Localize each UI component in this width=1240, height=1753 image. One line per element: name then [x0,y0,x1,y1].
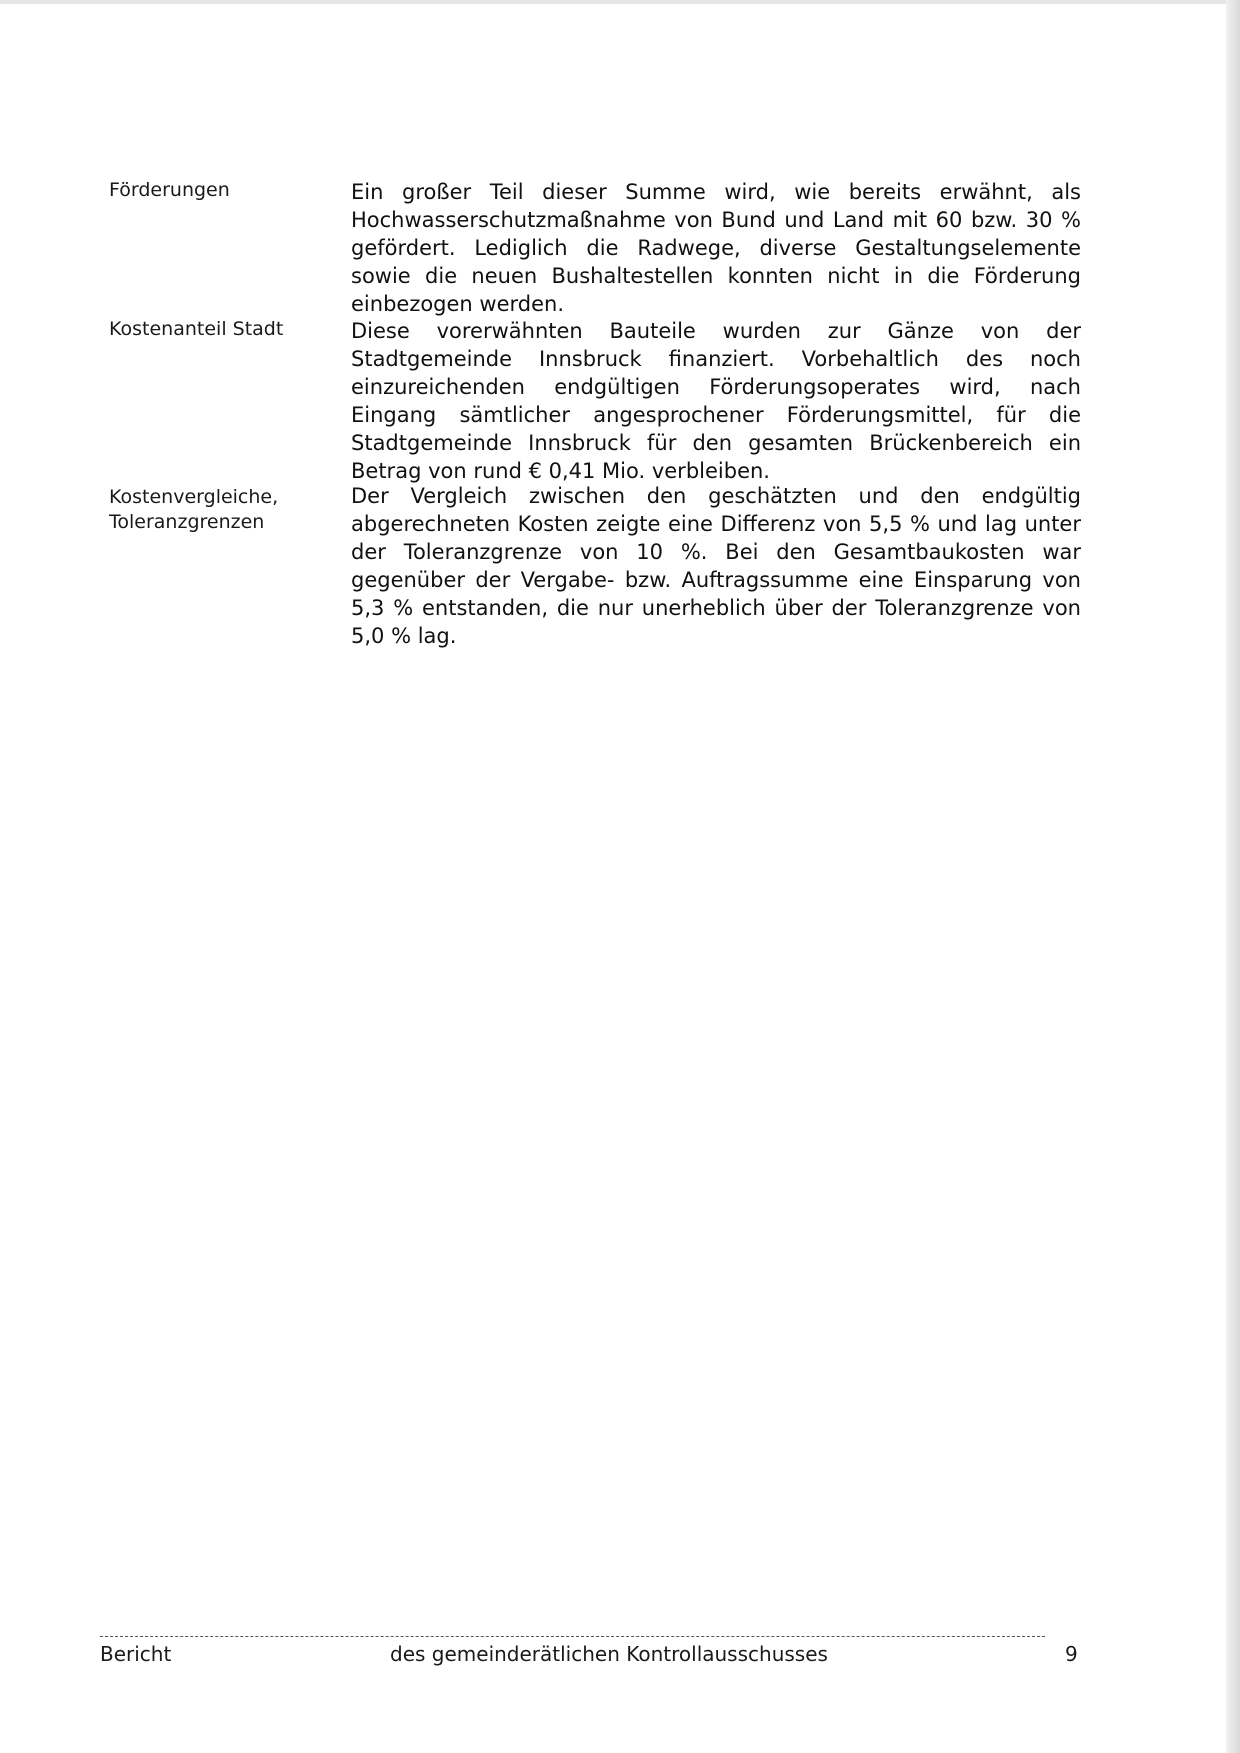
section-label [109,485,329,535]
section-paragraph: Der Vergleich zwischen den geschätzten und den endgültig abgerechneten Kosten zeigte eine Differenz von 5,5 % und lag unter der Toleranzgrenze von 10 %. Bei den Gesamtbaukosten war gegenüber der Vergabe- bzw. Auftragssumme eine Einsparung von 5,3 % entstanden, die nur unerheblich über der Toleranzgrenze von 5,0 % lag. [351,484,1081,648]
section-paragraph: Diese vorerwähnten Bauteile wurden zur Gänze von der Stadtgemeinde Innsbruck finanziert. Vorbehaltlich des noch einzureichenden endgültigen Förderungsoperates wird, nach Eingang sämtlicher angesprochener Förderungsmittel, für die Stadtgemeinde Innsbruck für den gesamten Brückenbereich ein Betrag von rund € 0,41 Mio. verbleiben. [351,319,1081,483]
section-label: Kostenanteil Stadt [109,318,284,340]
footer-report-label: Bericht [100,1642,172,1666]
scan-edge-right [1226,0,1240,1753]
section-paragraph: Ein großer Teil dieser Summe wird, wie bereits erwähnt, als Hochwasserschutzmaßnahme von Bund und Land mit 60 bzw. 30 % gefördert. Lediglich die Radwege, diverse Gestaltungselemente sowie die neuen Bushaltestellen konnten nicht in die Förderung einbezogen werden. [351,180,1081,316]
page-number: 9 [1065,1642,1078,1666]
section-label-line-2: Toleranzgrenzen [109,511,265,533]
footer-divider [100,1636,1045,1637]
section-label-line-1: Kostenvergleiche, [109,486,279,508]
page-footer [100,1640,1078,1670]
scan-edge-top [0,0,1240,4]
section-label: Förderungen [109,179,230,201]
footer-committee-title: des gemeinderätlichen Kontrollausschusses [390,1642,828,1666]
